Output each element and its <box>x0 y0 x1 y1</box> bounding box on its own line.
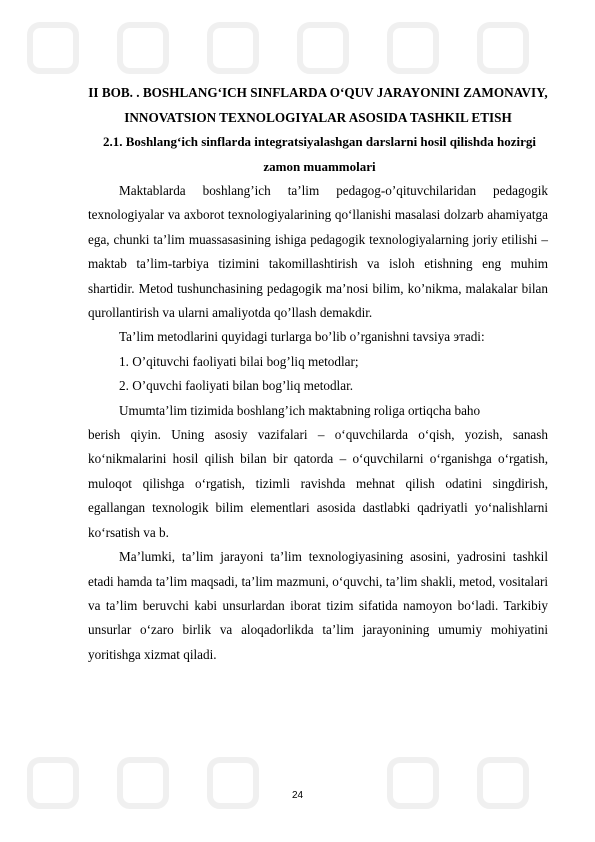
paragraph-1: Maktablarda boshlang’ich ta’lim pedagog-o’qituvchilaridan pedagogik texnologiyalar va axborot texnologiyalarining qo‘llanishi masalasi dolzarb ahamiyatga ega, chunki ta’lim muassasasining ishiga pedagogik texnologiyalarning joriy etilishi – maktab ta’lim-tarbiya tizimini takomillashtirish va isloh etishning eng muhim shartidir. Metod tushunchasining pedagogik ma’nosi bilim, ko’nikma, malakalar bilan qurollantirish va ularni amaliyotda qo’llash demakdir. <box>88 183 548 321</box>
list-item: 1. O’qituvchi faoliyati bilai bog’liq metodlar; <box>119 353 359 369</box>
document-page <box>88 81 548 667</box>
page-number: 24 <box>291 790 304 801</box>
chapter-title: II BOB. . BOSHLANG‘ICH SINFLARDA O‘QUV JARAYONINI ZAMONAVIY, INNOVATSION TEXNOLOGIYALAR ASOSIDA TASHKIL ETISH <box>88 85 548 125</box>
primary-school-line: Umumta’lim tizimida boshlang’ich maktabning roliga ortiqcha baho <box>119 402 481 418</box>
list-item: 2. O’quvchi faoliyati bilan bog’liq metodlar. <box>119 378 354 394</box>
paragraph-2: berish qiyin. Uning asosiy vazifalari – o‘quvchilarda o‘qish, yozish, sanash ko‘nikmalarini hosil qilish bilan bir qatorda – o‘quvchilarni o‘rganishga o‘rgatish, muloqot qilishga o‘rgatish, tizimli ravishda mehnat qilish odatini singdirish, egallangan texnologik bilim elementlari asosida dastlabki qadriyatli yo‘nalishlarni ko‘rsatish va b. <box>88 427 548 540</box>
section-title: 2.1. Boshlang‘ich sinflarda integratsiyalashgan darslarni hosil qilishda hozirgi zamon muammolari <box>102 134 537 174</box>
paragraph-3: Ma’lumki, ta’lim jarayoni ta’lim texnologiyasining asosini, yadrosini tashkil etadi hamda ta’lim maqsadi, ta’lim mazmuni, o‘quvchi, ta’lim shakli, metod, vositalari va ta’lim beruvchi kabi unsurlardan iborat tizim sifatida namoyon bo‘ladi. Tarkibiy unsurlar o‘zaro birlik va aloqadorlikda ta’lim jarayonining umumiy mohiyatini yoritishga xizmat qiladi. <box>88 549 548 662</box>
methods-intro-line: Ta’lim metodlarini quyidagi turlarga bo’lib o’rganishni tavsiya этadi: <box>119 329 485 345</box>
